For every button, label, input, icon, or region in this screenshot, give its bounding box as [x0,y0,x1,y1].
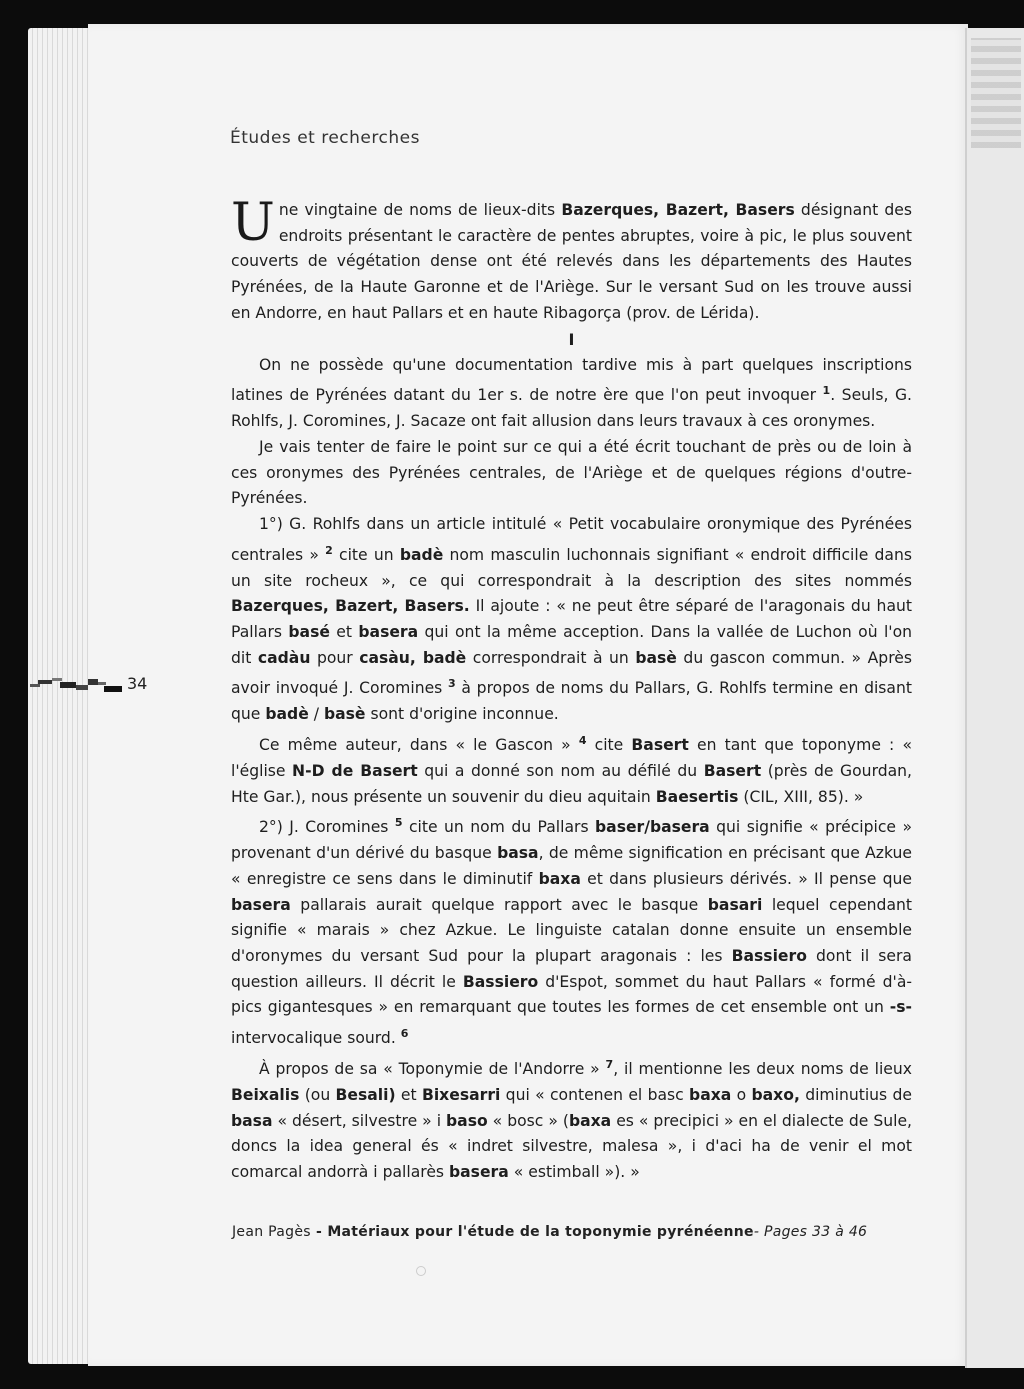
page-number-ornament [30,676,122,692]
text-run: intervocalique sourd. [231,1029,401,1048]
paragraph [231,353,912,435]
footer-separator: - [310,1224,328,1240]
text-run: « bosc » ( [487,1111,569,1130]
bold-term: Bazerques, Bazert, Basers [561,201,795,219]
paragraph-text [231,193,912,322]
bold-term: basa [497,844,539,863]
footer-author: Jean Pagès [232,1224,311,1240]
article-body [231,193,913,1186]
bold-term: badè [399,545,444,564]
text-run: qui ont la même acception. Dans la vallée de Luchon où l'on dit [231,622,912,667]
section-header-text: Études et recherches [230,128,420,148]
footnote-ref: 1 [822,384,831,398]
text-run: qui signifie « précipice » provenant d'un dérivé du basque [231,818,912,863]
text-run: qui « contenen el basc [500,1085,690,1104]
text-run: 1°) G. Rohlfs dans un article intitulé « Petit vocabulaire oronymique des Pyrénées centrales » [231,514,912,564]
text-run: (ou [299,1085,336,1104]
bold-term: baxa [538,869,581,888]
text-run: d'Espot, sommet du haut Pallars « formé d'à-pics gigantesques » en remarquant que toutes les formes de cet ensemble ont un [231,972,912,1017]
bold-term: basera [358,622,419,641]
text-run: dont il sera question ailleurs. Il décrit le [231,946,912,991]
bold-term: basè [323,705,366,724]
text-run: cite [586,736,632,755]
text-run: On ne possède qu'une documentation tardive mis à part quelques inscriptions latines de Pyrénées datant du 1er s. de notre ère que l'on peut invoquer [231,355,912,405]
bold-term: basè [635,648,677,667]
text-run: « estimball »). » [508,1162,640,1181]
text-run: pour [310,648,360,667]
bold-term: basa [231,1111,273,1130]
bold-term: Bazerques, Bazert, Basers. [231,597,470,616]
text-run: du gascon commun. » Après avoir invoqué J. Coromines [231,648,912,698]
text-run: à propos de noms du Pallars, G. Rohlfs termine en disant que [231,679,912,724]
footnote-ref: 5 [394,816,403,830]
facing-page-edge [965,28,1024,1368]
bold-term: basera [449,1162,509,1181]
text-run: o [731,1085,752,1104]
text-run: « désert, silvestre » i [272,1111,447,1130]
text-run: correspondrait à un [466,648,636,667]
text-run: cite un nom du Pallars [402,818,596,837]
text-run: cite un [332,545,400,564]
text-run: , il mentionne les deux noms de lieux [613,1060,912,1079]
section-numeral: I [568,329,575,349]
section-header [230,128,420,148]
text-run: et [395,1085,422,1104]
bold-term: Bassiero [462,972,539,991]
footnote-ref: 6 [400,1027,409,1041]
text-run: (près de Gourdan, Hte Gar.), nous présente un souvenir du dieu aquitain [231,761,912,806]
text-run: sont d'origine inconnue. [365,705,559,724]
text-run: diminutius de [799,1085,912,1104]
text-run: (CIL, XIII, 85). » [738,787,864,806]
running-footer [232,1224,867,1240]
paper-mark [416,1266,426,1276]
footnote-ref: 4 [578,733,587,747]
bold-term: N-D de Basert [292,761,418,780]
bold-term: -s- [889,998,912,1017]
text-run: Il ajoute : « ne peut être séparé de l'aragonais du haut Pallars [231,597,912,641]
drop-cap: U [231,193,275,253]
text-run: ne vingtaine de noms de lieux-dits [278,201,562,219]
text-run: , de même signification en précisant que Azkue « enregistre ce sens dans le diminutif [231,844,913,888]
text-run: pallarais aurait quelque rapport avec le basque [290,895,708,914]
page-stack-edge [28,28,88,1364]
footer-pages: - Pages 33 à 46 [753,1224,868,1240]
bold-term: Basert [703,761,762,780]
bold-term: baxo, [751,1085,800,1104]
bold-term: casàu, badè [359,648,467,667]
text-run: Ce même auteur, dans « le Gascon » [259,736,579,755]
text-run: / [308,705,324,724]
bold-term: baxa [689,1085,732,1104]
bold-term: Baesertis [655,787,739,806]
footnote-ref: 3 [448,677,456,691]
bold-term: basera [231,895,291,914]
text-run: lequel cependant signifie « marais » chez Azkue. Le linguiste catalan donne ensuite un ensemble d'oronymes du versant Sud pour la plupart aragonais : les [231,895,912,965]
text-run: Je vais tenter de faire le point sur ce qui a été écrit touchant de près ou de loin à ces oronymes des Pyrénées centrales, de l'Ariège et de quelques régions d'outre-Pyrénées. [231,437,912,508]
paragraph [231,728,912,810]
paragraph [231,512,912,728]
paragraph [231,193,912,327]
bold-term: baxa [568,1111,612,1130]
text-run: qui a donné son nom au défilé du [417,761,704,780]
text-run: et [329,622,359,641]
text-run: . Seuls, G. Rohlfs, J. Coromines, J. Sacaze ont fait allusion dans leurs travaux à ces oronymes. [231,386,913,431]
text-run: nom masculin luchonnais signifiant « endroit difficile dans un site rocheux », ce qui correspondrait à la description des sites nommés [231,545,912,590]
bold-term: badè [265,705,309,724]
text-run: en tant que toponyme : « l'église [231,736,912,780]
facing-page-smudge [971,38,1021,148]
bold-term: Bixesarri [421,1085,501,1104]
bold-term: cadàu [257,648,311,667]
paragraph [231,1052,912,1186]
page-number: 34 [127,674,148,693]
footnote-ref: 7 [605,1057,614,1071]
bold-term: baso [446,1111,488,1130]
bold-term: Beixalis [231,1085,300,1104]
bold-term: Basert [631,736,689,755]
text-run: et dans plusieurs dérivés. » Il pense que [580,869,912,888]
paragraph [231,810,912,1052]
footnote-ref: 2 [325,543,333,557]
text-run: es « precipici » en el dialecte de Sule, doncs la idea general és « indret silvestre, malesa », i d'aci ha de venir el mot comarcal andorrà i pallarès [231,1111,913,1181]
text-run: désignant des endroits présentant le caractère de pentes abruptes, voire à pic, le plus souvent couverts de végétation dense ont été relevés dans les départements des Hautes Pyrénées, de la Haute Garonne et de l'Ariège. Sur le versant Sud on les trouve aussi en Andorre, en haut Pallars et en haute Ribagorça (prov. de Lérida). [231,201,912,322]
bold-term: basari [707,895,763,914]
bold-term: baser/basera [595,818,710,837]
text-run: 2°) J. Coromines [259,818,395,837]
text-run: À propos de sa « Toponymie de l'Andorre » [259,1060,606,1079]
paragraph [231,435,912,512]
bold-term: basé [288,622,330,641]
bold-term: Bassiero [731,946,807,965]
bold-term: Besali) [335,1085,396,1104]
footer-title: Matériaux pour l'étude de la toponymie pyrénéenne [327,1224,754,1240]
